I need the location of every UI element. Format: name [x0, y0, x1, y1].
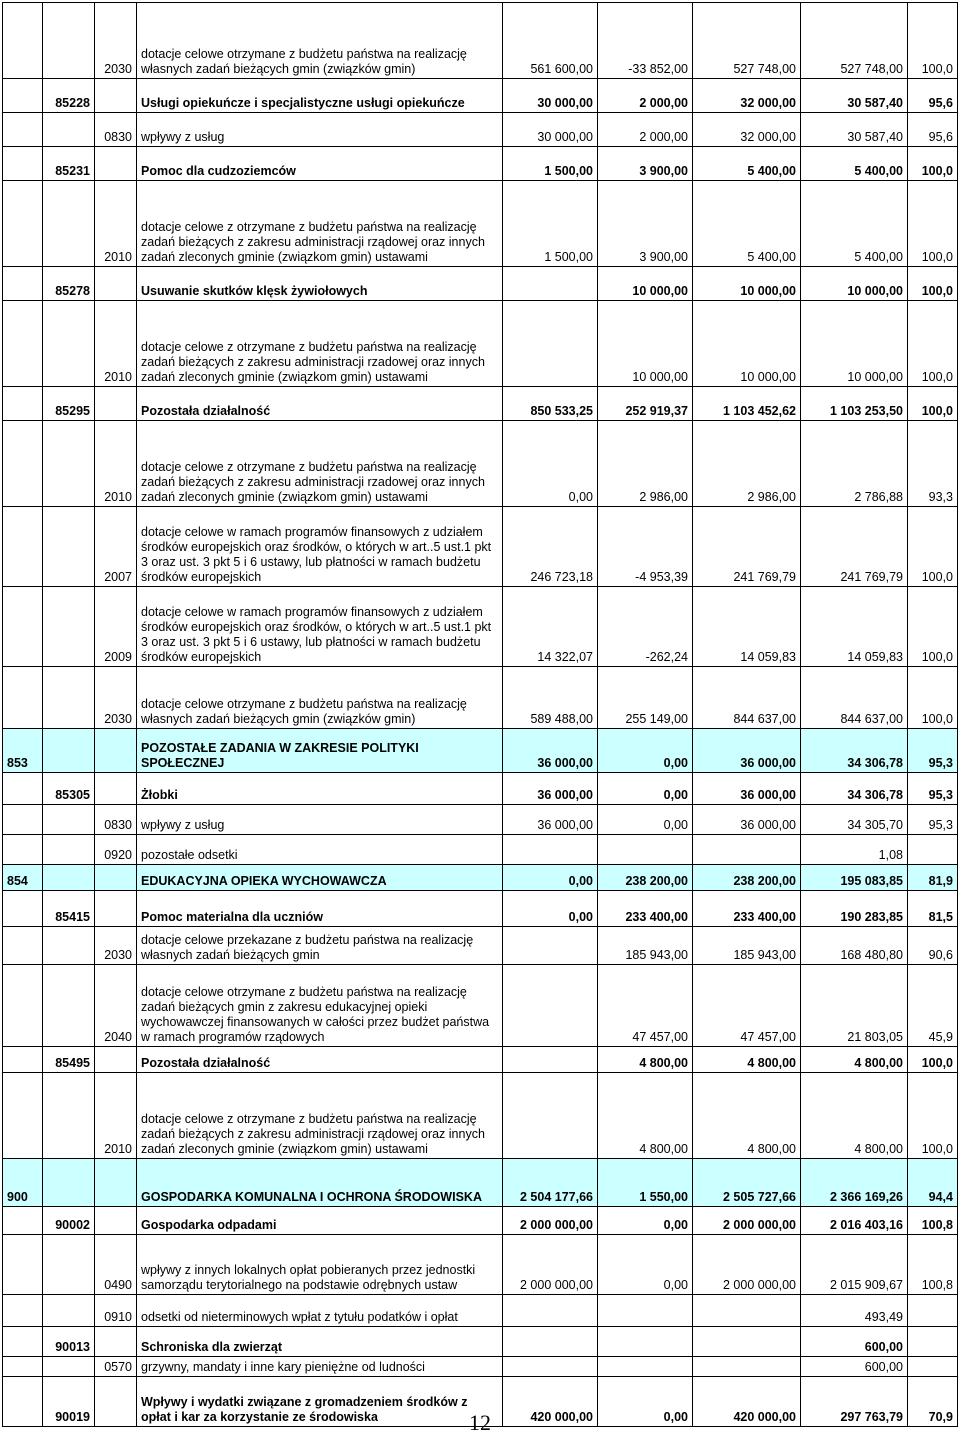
section-code-cell [3, 79, 43, 113]
change-amount-cell: 1 550,00 [598, 1159, 693, 1207]
table-row [3, 113, 958, 147]
execution-percent-cell [908, 1357, 958, 1377]
description-cell: Usuwanie skutków klęsk żywiołowych [137, 267, 503, 301]
description-cell: wpływy z innych lokalnych opłat pobieranych przez jednostki samorządu terytorialnego na podstawie odrębnych ustaw [137, 1235, 503, 1295]
table-row [3, 927, 958, 965]
section-code-cell [3, 1327, 43, 1357]
plan-amount-cell: 0,00 [503, 865, 598, 891]
plan-after-changes-cell: 238 200,00 [693, 865, 801, 891]
chapter-code-cell [43, 181, 95, 267]
section-code-cell [3, 965, 43, 1047]
paragraph-code-cell: 2010 [95, 1073, 137, 1159]
execution-percent-cell [908, 1295, 958, 1327]
plan-after-changes-cell: 32 000,00 [693, 79, 801, 113]
description-cell: Wpływy i wydatki związane z gromadzeniem środków z opłat i kar za korzystanie ze środowiska [137, 1377, 503, 1427]
plan-after-changes-cell: 5 400,00 [693, 181, 801, 267]
change-amount-cell: 3 900,00 [598, 147, 693, 181]
paragraph-code-cell [95, 1047, 137, 1073]
execution-percent-cell: 95,6 [908, 113, 958, 147]
paragraph-code-cell: 2010 [95, 421, 137, 507]
chapter-code-cell: 90002 [43, 1207, 95, 1235]
chapter-code-cell [43, 805, 95, 835]
plan-amount-cell: 14 322,07 [503, 587, 598, 667]
plan-amount-cell: 1 500,00 [503, 147, 598, 181]
chapter-code-cell [43, 927, 95, 965]
section-code-cell: 853 [3, 729, 43, 773]
execution-amount-cell: 190 283,85 [801, 891, 908, 927]
budget-table [2, 2, 958, 1427]
chapter-code-cell: 85415 [43, 891, 95, 927]
section-code-cell [3, 1073, 43, 1159]
page-number: 12 [469, 1410, 491, 1435]
paragraph-code-cell [95, 1327, 137, 1357]
plan-after-changes-cell: 47 457,00 [693, 965, 801, 1047]
execution-percent-cell: 94,4 [908, 1159, 958, 1207]
chapter-code-cell: 85228 [43, 79, 95, 113]
section-code-cell [3, 927, 43, 965]
paragraph-code-cell [95, 729, 137, 773]
execution-amount-cell: 2 015 909,67 [801, 1235, 908, 1295]
chapter-code-cell [43, 835, 95, 865]
description-cell: Gospodarka odpadami [137, 1207, 503, 1235]
table-row [3, 805, 958, 835]
change-amount-cell: 0,00 [598, 805, 693, 835]
paragraph-code-cell [95, 891, 137, 927]
plan-after-changes-cell: 36 000,00 [693, 773, 801, 805]
execution-amount-cell: 600,00 [801, 1327, 908, 1357]
paragraph-code-cell [95, 1207, 137, 1235]
chapter-code-cell [43, 301, 95, 387]
description-cell: Pozostała działalność [137, 1047, 503, 1073]
section-row [3, 1159, 958, 1207]
description-cell: dotacje celowe otrzymane z budżetu państwa na realizację własnych zadań bieżących gmin (związków gmin) [137, 3, 503, 79]
description-cell: Schroniska dla zwierząt [137, 1327, 503, 1357]
section-code-cell [3, 147, 43, 181]
plan-amount-cell [503, 1327, 598, 1357]
chapter-code-cell [43, 1159, 95, 1207]
chapter-code-cell [43, 1235, 95, 1295]
plan-amount-cell: 0,00 [503, 421, 598, 507]
description-cell: Żłobki [137, 773, 503, 805]
change-amount-cell: 4 800,00 [598, 1073, 693, 1159]
execution-amount-cell: 4 800,00 [801, 1047, 908, 1073]
plan-after-changes-cell: 4 800,00 [693, 1047, 801, 1073]
plan-amount-cell [503, 1073, 598, 1159]
plan-after-changes-cell [693, 1295, 801, 1327]
change-amount-cell: 47 457,00 [598, 965, 693, 1047]
plan-after-changes-cell: 185 943,00 [693, 927, 801, 965]
description-cell: dotacje celowe z otrzymane z budżetu państwa na realizację zadań bieżących z zakresu administracji rzadowej oraz innych zadań zleconych gminie (związkom gmin) ustawami [137, 421, 503, 507]
chapter-row [3, 79, 958, 113]
table-row [3, 181, 958, 267]
execution-percent-cell [908, 835, 958, 865]
description-cell: GOSPODARKA KOMUNALNA I OCHRONA ŚRODOWISKA [137, 1159, 503, 1207]
section-code-cell [3, 1235, 43, 1295]
change-amount-cell: 3 900,00 [598, 181, 693, 267]
plan-amount-cell [503, 267, 598, 301]
section-code-cell [3, 507, 43, 587]
paragraph-code-cell: 0830 [95, 805, 137, 835]
description-cell: dotacje celowe z otrzymane z budżetu państwa na realizację zadań bieżących z zakresu administracji rządowej oraz innych zadań zleconych gminie (związkom gmin) ustawami [137, 181, 503, 267]
change-amount-cell: 0,00 [598, 773, 693, 805]
chapter-code-cell [43, 729, 95, 773]
execution-amount-cell: 297 763,79 [801, 1377, 908, 1427]
plan-amount-cell [503, 1295, 598, 1327]
section-row [3, 865, 958, 891]
execution-percent-cell: 100,8 [908, 1207, 958, 1235]
chapter-code-cell: 85278 [43, 267, 95, 301]
execution-amount-cell: 30 587,40 [801, 79, 908, 113]
execution-percent-cell: 100,0 [908, 181, 958, 267]
table-row [3, 587, 958, 667]
description-cell: Pozostała działalność [137, 387, 503, 421]
description-cell: odsetki od nieterminowych wpłat z tytułu podatków i opłat [137, 1295, 503, 1327]
execution-percent-cell: 95,3 [908, 729, 958, 773]
execution-amount-cell: 10 000,00 [801, 301, 908, 387]
plan-amount-cell: 850 533,25 [503, 387, 598, 421]
description-cell: wpływy z usług [137, 805, 503, 835]
execution-percent-cell: 100,0 [908, 667, 958, 729]
plan-after-changes-cell: 2 000 000,00 [693, 1207, 801, 1235]
paragraph-code-cell: 2010 [95, 181, 137, 267]
plan-after-changes-cell: 36 000,00 [693, 805, 801, 835]
paragraph-code-cell [95, 147, 137, 181]
change-amount-cell: 252 919,37 [598, 387, 693, 421]
change-amount-cell: 10 000,00 [598, 301, 693, 387]
change-amount-cell: 0,00 [598, 1235, 693, 1295]
table-row [3, 667, 958, 729]
section-code-cell [3, 1047, 43, 1073]
change-amount-cell: 2 000,00 [598, 113, 693, 147]
execution-amount-cell: 34 306,78 [801, 773, 908, 805]
plan-amount-cell: 420 000,00 [503, 1377, 598, 1427]
plan-amount-cell: 30 000,00 [503, 113, 598, 147]
change-amount-cell: 4 800,00 [598, 1047, 693, 1073]
chapter-row [3, 1047, 958, 1073]
execution-percent-cell: 100,0 [908, 587, 958, 667]
change-amount-cell [598, 1357, 693, 1377]
section-code-cell: 900 [3, 1159, 43, 1207]
chapter-code-cell [43, 1073, 95, 1159]
change-amount-cell: -4 953,39 [598, 507, 693, 587]
change-amount-cell: -262,24 [598, 587, 693, 667]
description-cell: Usługi opiekuńcze i specjalistyczne usługi opiekuńcze [137, 79, 503, 113]
section-code-cell [3, 891, 43, 927]
execution-amount-cell: 10 000,00 [801, 267, 908, 301]
plan-after-changes-cell [693, 1327, 801, 1357]
plan-amount-cell: 1 500,00 [503, 181, 598, 267]
description-cell: dotacje celowe otrzymane z budżetu państwa na realizację własnych zadań bieżących gmin (związków gmin) [137, 667, 503, 729]
paragraph-code-cell [95, 267, 137, 301]
paragraph-code-cell [95, 1159, 137, 1207]
table-row [3, 965, 958, 1047]
execution-percent-cell: 100,0 [908, 3, 958, 79]
change-amount-cell [598, 835, 693, 865]
plan-amount-cell [503, 1047, 598, 1073]
paragraph-code-cell: 0910 [95, 1295, 137, 1327]
plan-amount-cell: 30 000,00 [503, 79, 598, 113]
plan-after-changes-cell: 10 000,00 [693, 267, 801, 301]
section-code-cell [3, 181, 43, 267]
plan-amount-cell: 0,00 [503, 891, 598, 927]
paragraph-code-cell: 0570 [95, 1357, 137, 1377]
change-amount-cell [598, 1327, 693, 1357]
execution-amount-cell: 1 103 253,50 [801, 387, 908, 421]
paragraph-code-cell: 2030 [95, 3, 137, 79]
execution-amount-cell: 844 637,00 [801, 667, 908, 729]
execution-amount-cell: 14 059,83 [801, 587, 908, 667]
execution-amount-cell: 34 305,70 [801, 805, 908, 835]
chapter-row [3, 891, 958, 927]
description-cell: dotacje celowe otrzymane z budżetu państwa na realizację zadań bieżących gmin z zakresu edukacyjnej opieki wychowawczej finansowanych w całości przez budżet państwa w ramach programów rządowych [137, 965, 503, 1047]
chapter-code-cell [43, 421, 95, 507]
plan-after-changes-cell: 420 000,00 [693, 1377, 801, 1427]
table-row [3, 301, 958, 387]
change-amount-cell: 0,00 [598, 1377, 693, 1427]
table-row [3, 835, 958, 865]
plan-after-changes-cell: 10 000,00 [693, 301, 801, 387]
execution-percent-cell [908, 1327, 958, 1357]
plan-amount-cell: 589 488,00 [503, 667, 598, 729]
chapter-code-cell [43, 865, 95, 891]
execution-percent-cell: 100,0 [908, 1047, 958, 1073]
execution-amount-cell: 34 306,78 [801, 729, 908, 773]
chapter-code-cell: 85495 [43, 1047, 95, 1073]
plan-after-changes-cell: 4 800,00 [693, 1073, 801, 1159]
plan-after-changes-cell: 36 000,00 [693, 729, 801, 773]
section-code-cell: 854 [3, 865, 43, 891]
description-cell: Pomoc materialna dla uczniów [137, 891, 503, 927]
execution-percent-cell: 45,9 [908, 965, 958, 1047]
chapter-row [3, 387, 958, 421]
plan-amount-cell: 36 000,00 [503, 773, 598, 805]
chapter-code-cell [43, 587, 95, 667]
execution-percent-cell: 100,0 [908, 147, 958, 181]
change-amount-cell: 185 943,00 [598, 927, 693, 965]
plan-amount-cell: 2 000 000,00 [503, 1235, 598, 1295]
chapter-code-cell: 85295 [43, 387, 95, 421]
table-row [3, 1357, 958, 1377]
section-code-cell [3, 3, 43, 79]
plan-amount-cell: 36 000,00 [503, 729, 598, 773]
paragraph-code-cell: 2010 [95, 301, 137, 387]
section-code-cell [3, 667, 43, 729]
execution-amount-cell: 4 800,00 [801, 1073, 908, 1159]
change-amount-cell: -33 852,00 [598, 3, 693, 79]
plan-after-changes-cell: 5 400,00 [693, 147, 801, 181]
chapter-code-cell: 90013 [43, 1327, 95, 1357]
change-amount-cell: 2 986,00 [598, 421, 693, 507]
chapter-row [3, 267, 958, 301]
change-amount-cell: 2 000,00 [598, 79, 693, 113]
paragraph-code-cell: 0920 [95, 835, 137, 865]
plan-after-changes-cell: 2 986,00 [693, 421, 801, 507]
section-code-cell [3, 805, 43, 835]
plan-amount-cell: 561 600,00 [503, 3, 598, 79]
plan-amount-cell [503, 1357, 598, 1377]
chapter-code-cell [43, 667, 95, 729]
chapter-code-cell [43, 1295, 95, 1327]
execution-percent-cell: 100,0 [908, 301, 958, 387]
plan-after-changes-cell [693, 1357, 801, 1377]
description-cell: dotacje celowe w ramach programów finansowych z udziałem środków europejskich oraz środków, o których w art..5 ust.1 pkt 3 oraz ust. 3 pkt 5 i 6 ustawy, lub płatności w ramach budżetu środków europejskich [137, 587, 503, 667]
plan-amount-cell: 2 504 177,66 [503, 1159, 598, 1207]
execution-percent-cell: 100,0 [908, 387, 958, 421]
change-amount-cell: 10 000,00 [598, 267, 693, 301]
chapter-code-cell [43, 965, 95, 1047]
table-row [3, 421, 958, 507]
description-cell: EDUKACYJNA OPIEKA WYCHOWAWCZA [137, 865, 503, 891]
execution-percent-cell: 95,3 [908, 773, 958, 805]
paragraph-code-cell: 2007 [95, 507, 137, 587]
section-code-cell [3, 267, 43, 301]
plan-after-changes-cell: 2 000 000,00 [693, 1235, 801, 1295]
paragraph-code-cell: 2030 [95, 667, 137, 729]
description-cell: POZOSTAŁE ZADANIA W ZAKRESIE POLITYKI SPOŁECZNEJ [137, 729, 503, 773]
execution-percent-cell: 100,0 [908, 267, 958, 301]
execution-percent-cell: 95,6 [908, 79, 958, 113]
paragraph-code-cell: 0490 [95, 1235, 137, 1295]
execution-percent-cell: 70,9 [908, 1377, 958, 1427]
table-row [3, 1235, 958, 1295]
chapter-row [3, 147, 958, 181]
paragraph-code-cell [95, 79, 137, 113]
paragraph-code-cell: 2040 [95, 965, 137, 1047]
chapter-row [3, 1327, 958, 1357]
chapter-row [3, 1207, 958, 1235]
change-amount-cell [598, 1295, 693, 1327]
section-code-cell [3, 387, 43, 421]
plan-after-changes-cell: 2 505 727,66 [693, 1159, 801, 1207]
execution-percent-cell: 81,9 [908, 865, 958, 891]
section-row [3, 729, 958, 773]
execution-amount-cell: 2 366 169,26 [801, 1159, 908, 1207]
change-amount-cell: 0,00 [598, 1207, 693, 1235]
execution-amount-cell: 2 016 403,16 [801, 1207, 908, 1235]
execution-amount-cell: 21 803,05 [801, 965, 908, 1047]
plan-amount-cell: 2 000 000,00 [503, 1207, 598, 1235]
chapter-code-cell: 90019 [43, 1377, 95, 1427]
section-code-cell [3, 1207, 43, 1235]
chapter-code-cell: 85231 [43, 147, 95, 181]
section-code-cell [3, 773, 43, 805]
plan-after-changes-cell: 32 000,00 [693, 113, 801, 147]
execution-amount-cell: 5 400,00 [801, 181, 908, 267]
plan-amount-cell [503, 927, 598, 965]
plan-amount-cell [503, 835, 598, 865]
plan-after-changes-cell: 527 748,00 [693, 3, 801, 79]
section-code-cell [3, 301, 43, 387]
section-code-cell [3, 1357, 43, 1377]
execution-percent-cell: 100,8 [908, 1235, 958, 1295]
execution-amount-cell: 5 400,00 [801, 147, 908, 181]
execution-amount-cell: 241 769,79 [801, 507, 908, 587]
section-code-cell [3, 1295, 43, 1327]
execution-percent-cell: 95,3 [908, 805, 958, 835]
change-amount-cell: 255 149,00 [598, 667, 693, 729]
plan-amount-cell [503, 965, 598, 1047]
execution-percent-cell: 93,3 [908, 421, 958, 507]
execution-percent-cell: 100,0 [908, 1073, 958, 1159]
section-code-cell [3, 587, 43, 667]
chapter-code-cell: 85305 [43, 773, 95, 805]
plan-after-changes-cell [693, 835, 801, 865]
chapter-code-cell [43, 1357, 95, 1377]
description-cell: Pomoc dla cudzoziemców [137, 147, 503, 181]
execution-percent-cell: 81,5 [908, 891, 958, 927]
execution-percent-cell: 100,0 [908, 507, 958, 587]
section-code-cell [3, 113, 43, 147]
execution-amount-cell: 30 587,40 [801, 113, 908, 147]
chapter-code-cell [43, 113, 95, 147]
plan-after-changes-cell: 241 769,79 [693, 507, 801, 587]
execution-amount-cell: 2 786,88 [801, 421, 908, 507]
description-cell: dotacje celowe przekazane z budżetu państwa na realizację własnych zadań bieżących gmin [137, 927, 503, 965]
section-code-cell [3, 421, 43, 507]
chapter-code-cell [43, 507, 95, 587]
change-amount-cell: 238 200,00 [598, 865, 693, 891]
plan-after-changes-cell: 14 059,83 [693, 587, 801, 667]
description-cell: wpływy z usług [137, 113, 503, 147]
table-row [3, 1295, 958, 1327]
execution-amount-cell: 168 480,80 [801, 927, 908, 965]
paragraph-code-cell [95, 865, 137, 891]
paragraph-code-cell: 2030 [95, 927, 137, 965]
paragraph-code-cell [95, 387, 137, 421]
table-row [3, 3, 958, 79]
chapter-code-cell [43, 3, 95, 79]
execution-percent-cell: 90,6 [908, 927, 958, 965]
change-amount-cell: 0,00 [598, 729, 693, 773]
description-cell: dotacje celowe z otrzymane z budżetu państwa na realizację zadań bieżących z zakresu administracji rzadowej oraz innych zadań zleconych gminie (związkom gmin) ustawami [137, 301, 503, 387]
table-row [3, 507, 958, 587]
chapter-row [3, 773, 958, 805]
description-cell: grzywny, mandaty i inne kary pieniężne od ludności [137, 1357, 503, 1377]
description-cell: dotacje celowe z otrzymane z budżetu państwa na realizację zadań bieżących z zakresu administracji rządowej oraz innych zadań zleconych gminie (związkom gmin) ustawami [137, 1073, 503, 1159]
paragraph-code-cell: 0830 [95, 113, 137, 147]
table-row [3, 1073, 958, 1159]
plan-amount-cell: 36 000,00 [503, 805, 598, 835]
description-cell: pozostałe odsetki [137, 835, 503, 865]
execution-amount-cell: 1,08 [801, 835, 908, 865]
plan-amount-cell: 246 723,18 [503, 507, 598, 587]
budget-table-body [3, 3, 958, 1427]
execution-amount-cell: 527 748,00 [801, 3, 908, 79]
execution-amount-cell: 195 083,85 [801, 865, 908, 891]
execution-amount-cell: 600,00 [801, 1357, 908, 1377]
plan-after-changes-cell: 1 103 452,62 [693, 387, 801, 421]
plan-amount-cell [503, 301, 598, 387]
section-code-cell [3, 835, 43, 865]
change-amount-cell: 233 400,00 [598, 891, 693, 927]
plan-after-changes-cell: 233 400,00 [693, 891, 801, 927]
paragraph-code-cell: 2009 [95, 587, 137, 667]
plan-after-changes-cell: 844 637,00 [693, 667, 801, 729]
execution-amount-cell: 493,49 [801, 1295, 908, 1327]
description-cell: dotacje celowe w ramach programów finansowych z udziałem środków europejskich oraz środków, o których w art..5 ust.1 pkt 3 oraz ust. 3 pkt 5 i 6 ustawy, lub płatności w ramach budżetu środków europejskich [137, 507, 503, 587]
paragraph-code-cell [95, 773, 137, 805]
